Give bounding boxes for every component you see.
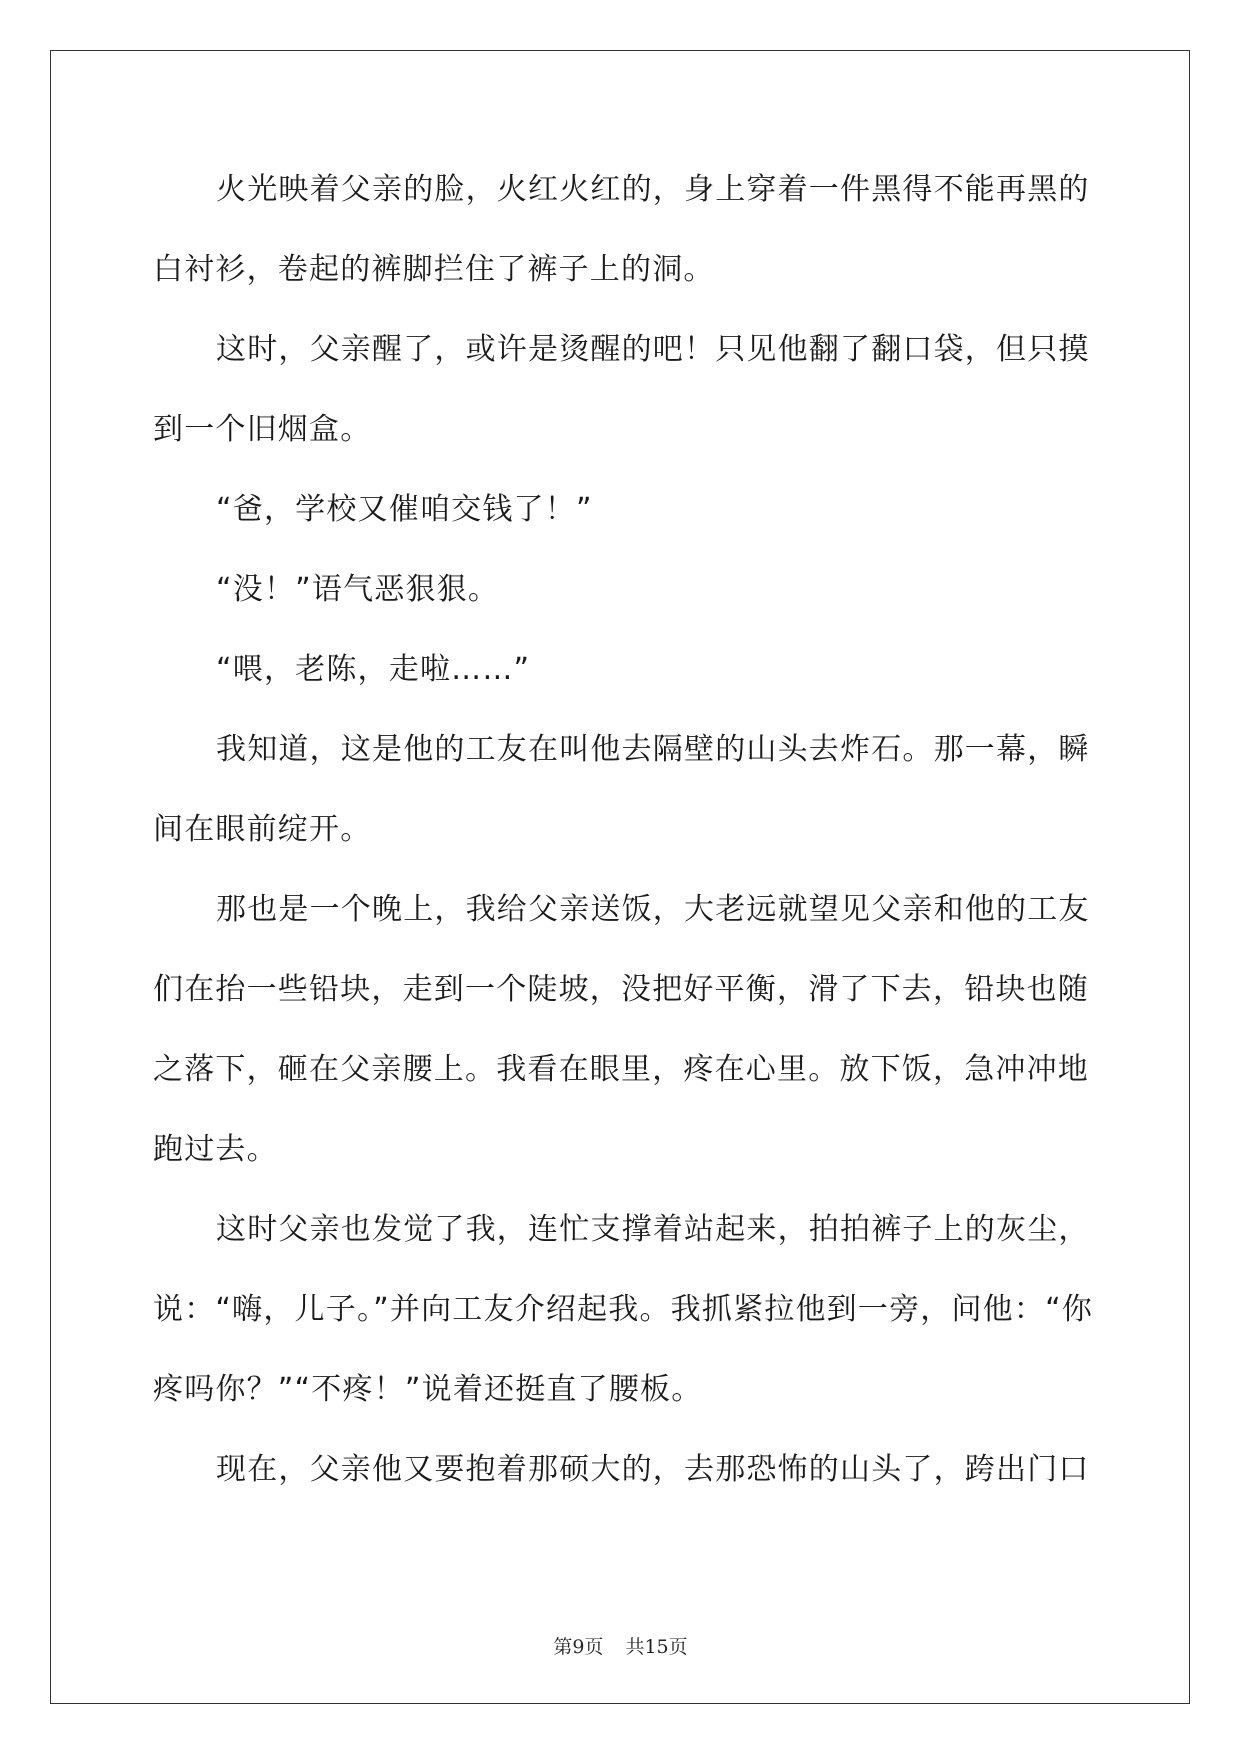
text-line: “没！”语气恶狠狠。 — [216, 572, 500, 607]
total-pages: 共15页 — [625, 1636, 688, 1658]
text-line: 们在抬一些铅块，走到一个陡坡，没把好平衡，滑了下去，铅块也随 — [153, 972, 1089, 1007]
text-line: 间在眼前绽开。 — [153, 812, 372, 847]
text-line: 跑过去。 — [153, 1132, 278, 1167]
page-number: 第9页 — [553, 1636, 604, 1658]
text-line: 之落下，砸在父亲腰上。我看在眼里，疼在心里。放下饭，急冲冲地 — [153, 1052, 1089, 1087]
text-line: 这时父亲也发觉了我，连忙支撑着站起来，拍拍裤子上的灰尘， — [216, 1212, 1090, 1247]
text-line: 这时，父亲醒了，或许是烫醒的吧！只见他翻了翻口袋，但只摸 — [216, 332, 1090, 367]
page-footer — [0, 1632, 1241, 1659]
text-line: 现在，父亲他又要抱着那硕大的，去那恐怖的山头了，跨出门口 — [216, 1452, 1090, 1487]
text-line: 疼吗你？”“不疼！”说着还挺直了腰板。 — [153, 1372, 703, 1407]
text-line: 那也是一个晚上，我给父亲送饭，大老远就望见父亲和他的工友 — [216, 892, 1090, 927]
text-line: “爸，学校又催咱交钱了！” — [216, 492, 593, 527]
text-line: “喂，老陈，走啦……” — [216, 652, 531, 687]
text-line: 我知道，这是他的工友在叫他去隔壁的山头去炸石。那一幕，瞬 — [216, 732, 1090, 767]
text-line: 火光映着父亲的脸，火红火红的，身上穿着一件黑得不能再黑的 — [216, 172, 1090, 207]
text-line: 白衬衫，卷起的裤脚拦住了裤子上的洞。 — [153, 252, 715, 287]
text-line: 到一个旧烟盒。 — [153, 412, 372, 447]
text-line: 说：“嗨，儿子。”并向工友介绍起我。我抓紧拉他到一旁，问他：“你 — [153, 1292, 1094, 1327]
